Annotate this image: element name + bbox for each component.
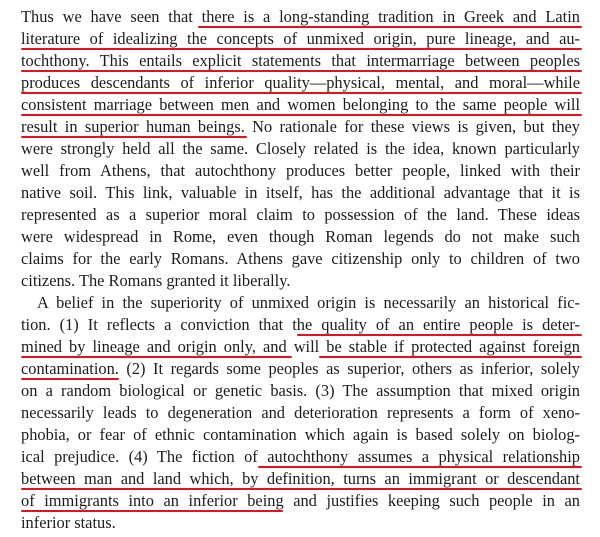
red-underline [319,356,582,358]
text-line [0,381,600,405]
red-underline [21,48,582,50]
line-text: ical prejudice. (4) The fiction of autochthony assumes a physical relationship [21,447,580,466]
text-line [0,425,600,449]
line-text: citizens. The Romans granted it liberally. [21,271,291,290]
text-line [0,469,600,493]
line-text: consistent marriage between men and women belonging to the same people will [21,95,580,114]
line-text: tochthony. This entails explicit statements that intermarriage between peoples [21,51,580,70]
text-line [0,293,600,317]
line-text: inferior status. [21,513,116,532]
text-line [0,337,600,361]
line-text: necessarily leads to degeneration and deterioration represents a form of xeno- [21,403,580,422]
text-line [0,403,600,427]
line-text: contamination. (2) It regards some peoples as superior, others as inferior, solely [21,359,580,378]
text-line [0,271,600,295]
red-underline [21,488,582,490]
line-text: result in superior human beings. No rationale for these views is given, but they [21,117,580,136]
red-underline [21,70,582,72]
line-text: between man and land which, by definition, turns an immigrant or descendant [21,469,580,488]
line-text: claims for the early Romans. Athens gave citizenship only to children of two [21,249,580,268]
line-text: on a random biological or genetic basis. (3) The assumption that mixed origin [21,381,580,400]
red-underline [258,466,582,468]
text-line [0,227,600,251]
text-line [0,205,600,229]
text-line [0,73,600,97]
red-underline [21,114,582,116]
text-line [0,447,600,471]
red-underline [297,334,582,336]
text-line [0,95,600,119]
text-line [0,183,600,207]
red-underline [21,92,582,94]
text-line [0,315,600,339]
text-line [0,491,600,515]
line-text: A belief in the superiority of unmixed origin is necessarily an historical fic- [37,293,580,312]
text-line [0,139,600,163]
line-text: literature of idealizing the concepts of unmixed origin, pure lineage, and au- [21,29,580,48]
line-text: represented as a superior moral claim to possession of the land. These ideas [21,205,580,224]
text-line [0,117,600,141]
red-underline [21,378,119,380]
line-text: were widespread in Rome, even though Roman legends do not make such [21,227,580,246]
text-line [0,161,600,185]
red-underline [21,136,247,138]
text-line [0,51,600,75]
line-text: native soil. This link, valuable in itself, has the additional advantage that it is [21,183,580,202]
line-text: mined by lineage and origin only, and will be stable if protected against foreign [21,337,580,356]
line-text: tion. (1) It reflects a conviction that the quality of an entire people is deter- [21,315,580,334]
line-text: were strongly held all the same. Closely related is the idea, known particularly [21,139,580,158]
text-line [0,359,600,383]
text-line [0,29,600,53]
line-text: phobia, or fear of ethnic contamination which again is based solely on biolog- [21,425,580,444]
line-text: of immigrants into an inferior being and justifies keeping such people in an [21,491,580,510]
text-line [0,7,600,31]
line-text: Thus we have seen that there is a long-standing tradition in Greek and Latin [21,7,580,26]
text-line [0,249,600,273]
red-underline [21,510,283,512]
text-line [0,513,600,537]
line-text: well from Athens, that autochthony produces better people, linked with their [21,161,580,180]
red-underline [21,356,292,358]
red-underline [198,26,582,28]
line-text: produces descendants of inferior quality—physical, mental, and moral—while [21,73,580,92]
